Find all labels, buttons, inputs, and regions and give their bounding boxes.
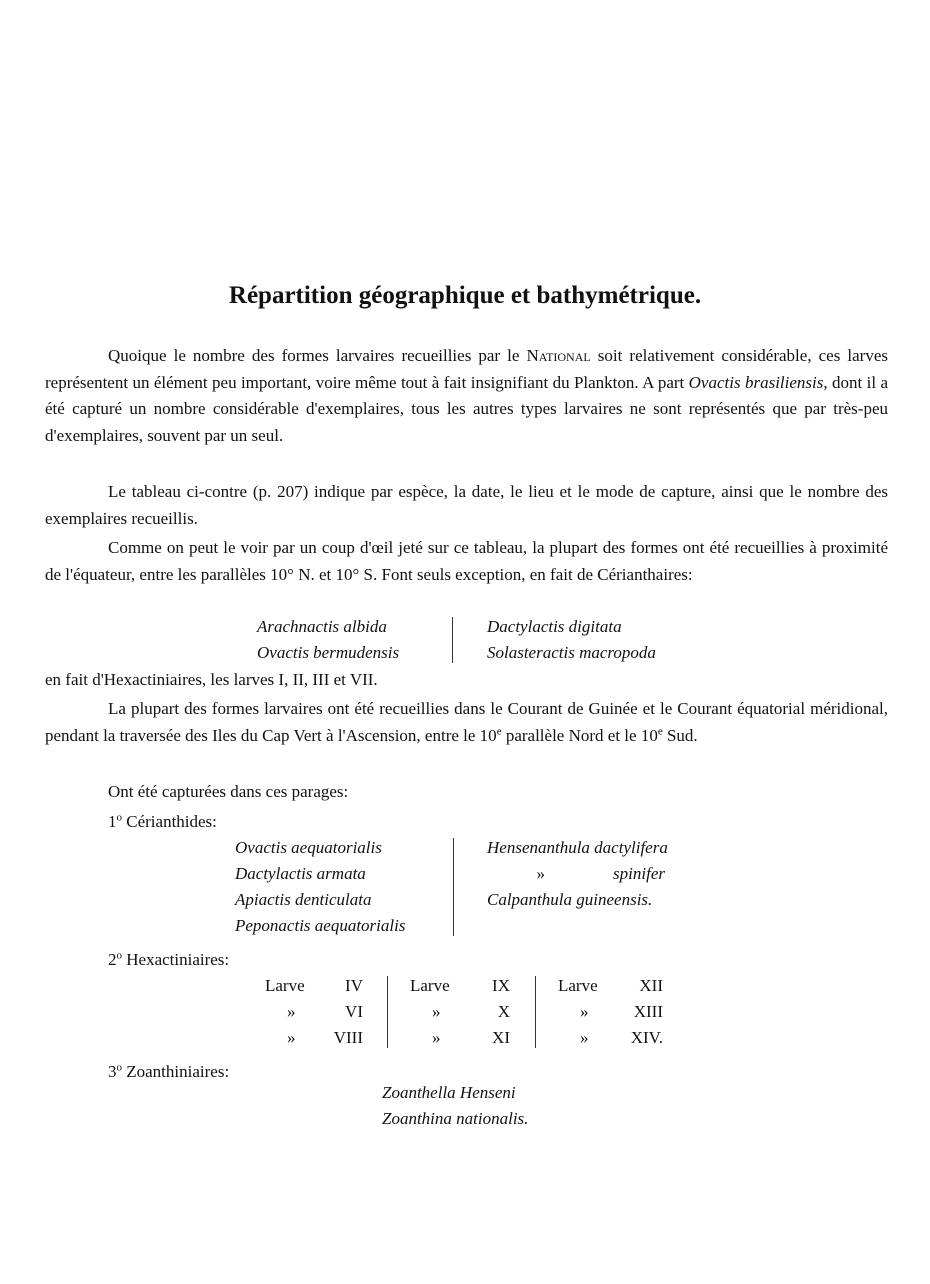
exceptions-right-column — [453, 614, 656, 666]
larva-number: VIII — [333, 1028, 363, 1047]
larva-number: IV — [345, 976, 363, 995]
hexactiniaires-table — [265, 973, 663, 1051]
species-entry: Hensenanthula dactylifera — [487, 838, 668, 857]
ditto-mark: » — [432, 1028, 441, 1047]
species-entry: Zoanthella Henseni — [382, 1083, 516, 1102]
p1-text-c: dont il a été capturé un nombre considérable d'exemplaires, tous les autres types larvaires ne sont représentés que par très-peu d'exemplaires, souvent par un seul. — [45, 372, 888, 445]
larva-number: XIV. — [630, 1028, 663, 1047]
larvae-group-1 — [265, 973, 363, 1051]
ditto-mark: » — [536, 864, 545, 883]
p1-text-a: Quoique le nombre des formes larvaires recueillies par le — [108, 346, 527, 365]
paragraph-5 — [45, 696, 888, 749]
species-entry-ditto — [487, 861, 668, 887]
ordinal-mark: o — [116, 1061, 122, 1074]
species-entry: Peponactis aequatorialis — [235, 916, 406, 935]
larva-label: Larve — [410, 976, 450, 995]
larva-row — [410, 1025, 510, 1051]
cerianthides-left-column — [235, 835, 453, 939]
p5-text-c: Sud. — [662, 725, 698, 745]
paragraph-4: en fait d'Hexactiniaires, les larves I, II, III et VII. — [45, 670, 378, 689]
larva-number: XIII — [633, 1002, 663, 1021]
larvae-group-2 — [388, 973, 510, 1051]
section-number: 2 — [108, 950, 117, 969]
section-1-heading — [108, 809, 217, 835]
p1-text-b: soit relativement considérable, ces larves représentent un élément peu important, voire même tout à fait insignifiant du Plankton. A part — [45, 346, 888, 392]
page-title: Répartition géographique et bathymétrique. — [228, 282, 702, 309]
zoanthiniaires-list — [382, 1080, 528, 1132]
p5-text-b: parallèle Nord et le 10 — [501, 725, 658, 745]
cerianthides-list — [235, 835, 668, 939]
species-entry: Dactylactis armata — [235, 864, 366, 883]
section-label: Cérianthides: — [122, 812, 217, 831]
zoanthiniaires-column — [382, 1080, 528, 1132]
larva-row — [410, 999, 510, 1025]
larva-number: X — [497, 1002, 510, 1021]
larva-number: XII — [639, 976, 663, 995]
ditto-mark: » — [432, 1002, 441, 1021]
species-entry: Apiactis denticulata — [235, 890, 372, 909]
larva-number: IX — [492, 976, 510, 995]
species-entry: Ovactis bermudensis — [257, 643, 400, 662]
species-epithet: spinifer — [613, 864, 665, 883]
species-name: Ovactis brasiliensis, — [688, 372, 828, 392]
ship-name: National — [526, 346, 591, 365]
larva-row — [265, 973, 363, 999]
exceptions-left-column — [257, 614, 452, 666]
exceptions-list — [257, 614, 656, 666]
ditto-mark: » — [580, 1002, 589, 1021]
ditto-mark: » — [287, 1002, 296, 1021]
larva-row — [265, 999, 363, 1025]
ditto-mark: » — [580, 1028, 589, 1047]
species-entry: Zoanthina nationalis. — [382, 1109, 529, 1128]
species-entry: Dactylactis digitata — [487, 617, 622, 636]
larvae-group-3 — [536, 973, 663, 1051]
paragraph-2: Le tableau ci-contre (p. 207) indique par espèce, la date, le lieu et le mode de capture, ainsi que le nombre des exemplaires recueillis. — [45, 482, 888, 528]
species-entry: Ovactis aequatorialis — [235, 838, 382, 857]
superscript: e — [496, 724, 502, 737]
paragraph-3: Comme on peut le voir par un coup d'œil jeté sur ce tableau, la plupart des formes ont été recueillies à proximité de l'équateur, entre les parallèles 10° N. et 10° S. Font seuls exception, en fait de Cérianthaires: — [45, 538, 888, 584]
captured-intro: Ont été capturées dans ces parages: — [108, 782, 349, 801]
larva-number: XI — [492, 1028, 510, 1047]
cerianthides-right-column — [454, 835, 668, 939]
p5-text-a: La plupart des formes larvaires ont été recueillies dans le Courant de Guinée et le Courant équatorial méridional, pendant la traversée des Iles du Cap Vert à l'Ascension, entre le 10 — [45, 699, 888, 745]
section-number: 1 — [108, 812, 117, 831]
larva-label: Larve — [558, 976, 598, 995]
ordinal-mark: o — [116, 949, 122, 962]
species-entry: Solasteractis macropoda — [487, 643, 656, 662]
larva-number: VI — [345, 1002, 363, 1021]
ordinal-mark: o — [116, 811, 122, 824]
species-entry: Calpanthula guineensis. — [487, 890, 653, 909]
section-3-heading — [108, 1059, 229, 1085]
larva-row — [265, 1025, 363, 1051]
larva-row — [558, 1025, 663, 1051]
larva-row — [410, 973, 510, 999]
section-2-heading — [108, 947, 229, 973]
ditto-mark: » — [287, 1028, 296, 1047]
larva-label: Larve — [265, 976, 305, 995]
paragraph-1 — [45, 343, 888, 449]
section-number: 3 — [108, 1062, 117, 1081]
larva-row — [558, 973, 663, 999]
superscript: e — [657, 724, 663, 737]
section-label: Zoanthiniaires: — [122, 1062, 230, 1081]
larva-row — [558, 999, 663, 1025]
section-label: Hexactiniaires: — [122, 950, 230, 969]
species-entry: Arachnactis albida — [257, 617, 387, 636]
